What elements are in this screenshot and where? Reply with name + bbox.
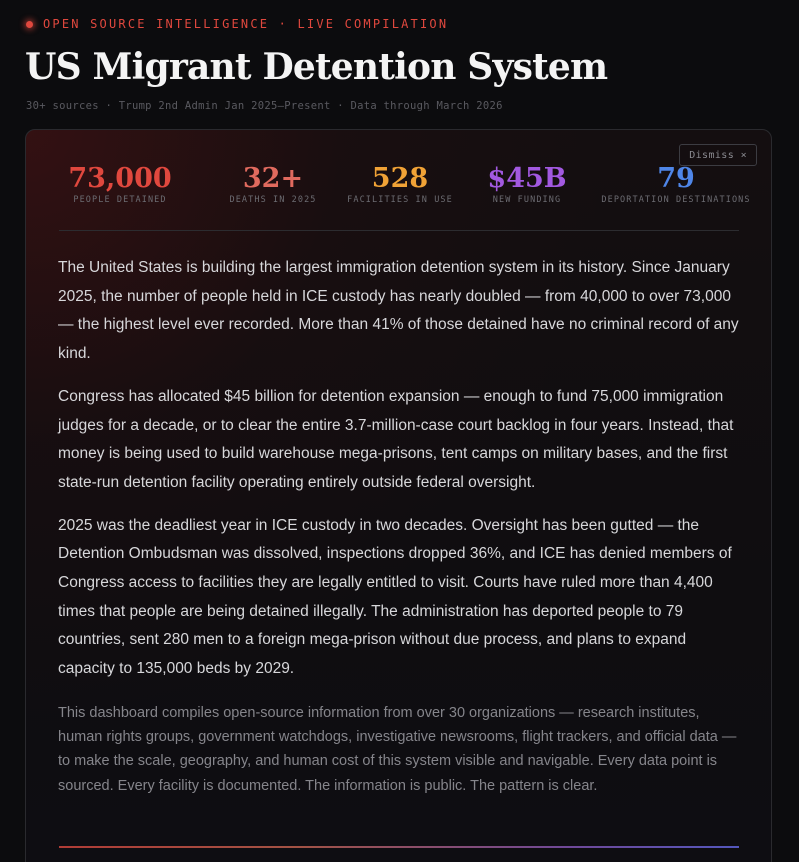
stat-value: 32+ — [242, 163, 304, 194]
intro-paragraph: The United States is building the largest immigration detention system in its history. Since January 2025, the number of people held in ICE custody has nearly doubled — from 40,000 to over 73,000 — the highest level ever recorded. More than 41% of those detained have no criminal record of any kind. — [58, 259, 739, 363]
intro-body — [58, 254, 743, 812]
stat-value: 528 — [371, 163, 429, 194]
live-indicator-dot — [26, 21, 33, 28]
stat-value: 79 — [657, 163, 695, 194]
page-title: US Migrant Detention System — [25, 46, 608, 88]
gradient-divider — [59, 846, 739, 848]
sources-note: This dashboard compiles open-source information from over 30 organizations — research institutes, human rights groups, government watchdogs, investigative newsrooms, flight trackers, and official data — to make the scale, geography, and human cost of this system visible and navigable. Every data point is sourced. Every facility is documented. The information is public. The pattern is clear. — [58, 704, 737, 794]
stat-label: DEPORTATION DESTINATIONS — [601, 195, 751, 205]
intro-paragraph: Congress has allocated $45 billion for detention expansion — enough to fund 75,000 immigration judges for a decade, or to clear the entire 3.7-million-case court backlog in four years. Instead, that money is being used to build warehouse mega-prisons, tent camps on military bases, and the first state-run detention facility operating entirely outside federal oversight. — [58, 387, 734, 491]
intro-card — [25, 129, 772, 862]
stat-label: FACILITIES IN USE — [347, 195, 453, 205]
stat-destinations — [601, 160, 750, 205]
page-subtitle: 30+ sources · Trump 2nd Admin Jan 2025–Present · Data through March 2026 — [26, 100, 503, 112]
stat-facilities — [347, 160, 453, 205]
eyebrow-label: OPEN SOURCE INTELLIGENCE · LIVE COMPILATION — [43, 17, 449, 31]
stat-label: DEATHS IN 2025 — [229, 195, 317, 205]
stat-label: PEOPLE DETAINED — [73, 195, 167, 205]
stats-row — [59, 160, 751, 231]
intro-paragraph: 2025 was the deadliest year in ICE custody in two decades. Oversight has been gutted — the Detention Ombudsman was dissolved, inspections dropped 36%, and ICE has denied members of Congress access to facilities they are legally entitled to visit. Courts have ruled more than 4,400 times that people are being detained illegally. The administration has deported people to 79 countries, sent 280 men to a foreign mega-prison without due process, and plans to expand capacity to 135,000 beds by 2029. — [58, 516, 732, 678]
stat-deaths — [229, 160, 316, 205]
stat-value: $45B — [487, 163, 567, 194]
stat-funding — [487, 160, 566, 205]
stat-label: NEW FUNDING — [492, 195, 562, 205]
eyebrow — [26, 17, 448, 31]
stat-people-detained — [68, 160, 171, 205]
stat-value: 73,000 — [68, 163, 172, 194]
dismiss-button[interactable]: Dismiss × — [679, 144, 757, 166]
